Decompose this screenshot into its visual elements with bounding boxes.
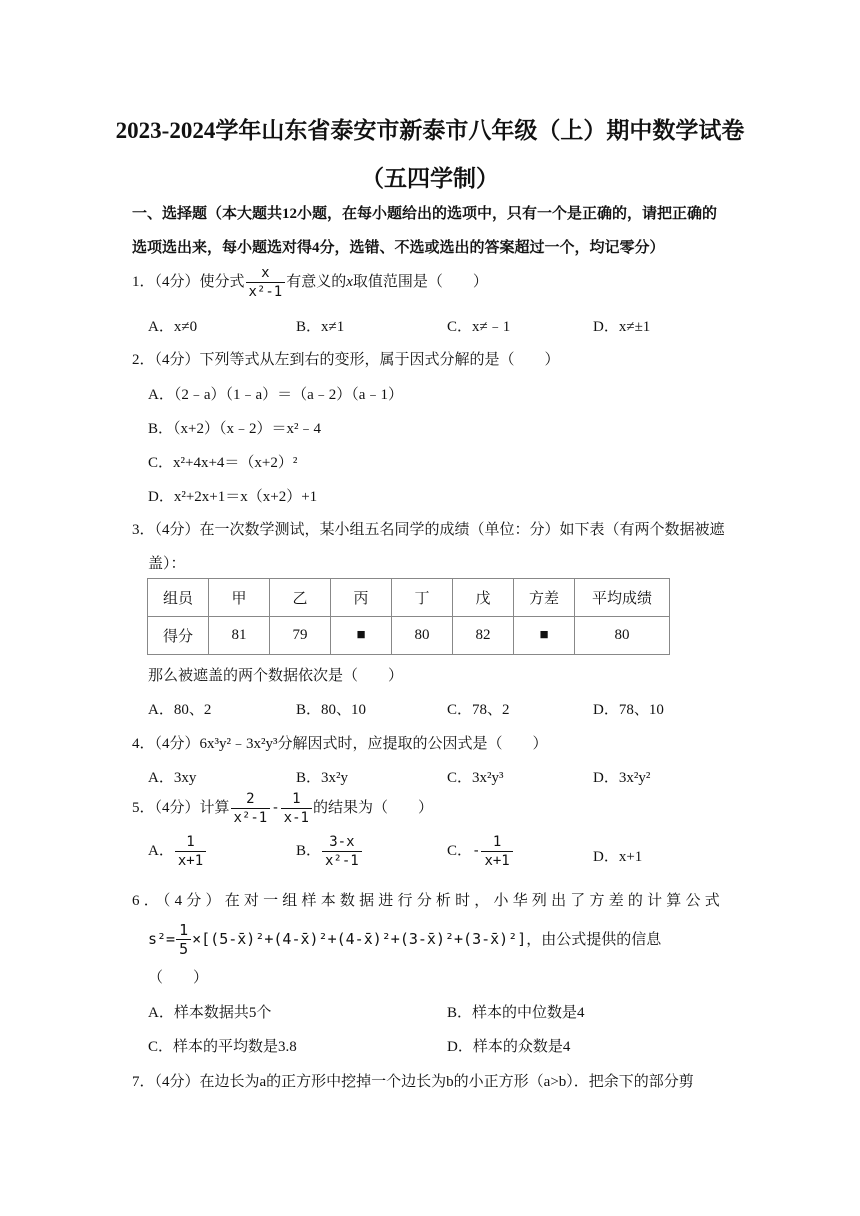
q1-option-c: C．x≠﹣1: [447, 319, 511, 335]
q5-option-a-den: x+1: [175, 851, 206, 870]
q6-option-a: A．样本数据共5个: [148, 1005, 272, 1021]
q5-option-c: [447, 833, 514, 870]
q1-tail: 取值范围是（ ）: [352, 273, 488, 290]
q1-frac-num: x: [261, 265, 270, 281]
table-cell: ■: [331, 617, 392, 655]
q1-frac-den: x²-1: [246, 282, 286, 301]
question-6-stem-line3: （ ）: [148, 970, 209, 986]
page-title: 2023-2024学年山东省泰安市新泰市八年级（上）期中数学试卷: [115, 118, 745, 143]
q5-minus: -: [271, 799, 280, 816]
table-cell: 81: [209, 617, 270, 655]
table-cell: 79: [270, 617, 331, 655]
table-cell: 82: [453, 617, 514, 655]
question-4-stem: 4．（4分）6x³y²﹣3x²y³分解因式时，应提取的公因式是（ ）: [132, 736, 548, 752]
q2-option-b: B．（x+2）（x﹣2）＝x²﹣4: [148, 421, 321, 437]
question-3-stem-line2: 盖）：: [148, 556, 186, 572]
table-cell: ■: [514, 617, 575, 655]
formula-body: ×[(5-x̄)²+(4-x̄)²+(4-x̄)²+(3-x̄)²+(3-x̄)²]: [192, 930, 527, 948]
q4-option-b: B．3x²y: [296, 770, 349, 786]
q6-option-c: C．样本的平均数是3.8: [148, 1039, 297, 1055]
table-cell: 戊: [453, 579, 514, 617]
table-cell: 80: [392, 617, 453, 655]
table-row: [148, 617, 670, 655]
q1-fraction: [246, 264, 286, 301]
q5-option-b-den: x²-1: [322, 851, 362, 870]
q4-option-c: C．3x²y³: [447, 770, 504, 786]
question-5-stem: [132, 790, 433, 827]
question-3-after: 那么被遮盖的两个数据依次是（ ）: [148, 668, 404, 684]
q3-option-a: A．80、2: [148, 702, 212, 718]
table-cell: 平均成绩: [575, 579, 670, 617]
q5-option-c-num: 1: [492, 834, 502, 850]
question-1-stem: [132, 264, 488, 301]
formula-coefficient: [176, 921, 191, 958]
q2-option-d: D．x²+2x+1＝x（x+2）+1: [148, 489, 318, 505]
q6-option-b: B．样本的中位数是4: [447, 1005, 585, 1021]
q1-prefix: 1．（4分）使分式: [132, 273, 245, 290]
question-7-stem: 7．（4分）在边长为a的正方形中挖掉一个边长为b的小正方形（a>b）．把余下的部分剪: [132, 1074, 694, 1090]
table-cell: 80: [575, 617, 670, 655]
q5-option-d: D．x+1: [593, 849, 643, 865]
q5-option-c-fraction: [481, 833, 512, 870]
table-cell: 乙: [270, 579, 331, 617]
q2-option-a: A．（2﹣a）（1﹣a）＝（a﹣2）（a﹣1）: [148, 387, 403, 403]
table-cell: 丁: [392, 579, 453, 617]
table-cell: 方差: [514, 579, 575, 617]
page-subtitle: （五四学制）: [361, 166, 499, 191]
q5-option-c-den: x+1: [481, 851, 512, 870]
q1-option-a: A．x≠0: [148, 319, 198, 335]
table-cell: 得分: [148, 617, 209, 655]
section-heading-line2: 选项选出来，每小题选对得4分，选错、不选或选出的答案超过一个，均记零分）: [132, 240, 665, 256]
q5-option-b: [296, 833, 363, 870]
q1-suffix: 有意义的: [286, 273, 347, 290]
table-header-row: [148, 579, 670, 617]
q5-f1-num: 2: [246, 791, 255, 807]
formula-coef-den: 5: [176, 939, 191, 958]
q3-option-c: C．78、2: [447, 702, 510, 718]
q2-option-c: C．x²+4x+4＝（x+2）²: [148, 455, 298, 471]
q5-option-a-label: A．: [148, 842, 174, 859]
q5-option-b-fraction: [322, 833, 362, 870]
q5-prefix: 5．（4分）计算: [132, 799, 230, 816]
q5-f2-num: 1: [292, 791, 301, 807]
q5-f2-den: x-1: [281, 808, 312, 827]
table-cell: 丙: [331, 579, 392, 617]
formula-tail: ，由公式提供的信息: [526, 932, 662, 948]
q3-option-d: D．78、10: [593, 702, 664, 718]
formula-coef-num: 1: [179, 921, 189, 939]
q4-option-a: A．3xy: [148, 770, 197, 786]
formula-lhs: s²=: [148, 930, 176, 948]
q5-suffix: 的结果为（ ）: [312, 799, 433, 816]
question-3-stem-line1: 3．（4分）在一次数学测试，某小组五名同学的成绩（单位：分）如下表（有两个数据被遮: [132, 522, 725, 538]
q4-option-d: D．3x²y²: [593, 770, 651, 786]
q1-var: x: [346, 273, 353, 290]
q5-fraction-1: [231, 790, 271, 827]
question-6-stem-line1: 6．（4分）在对一组样本数据进行分析时，小华列出了方差的计算公式: [132, 893, 724, 909]
section-heading-line1: 一、选择题（本大题共12小题，在每小题给出的选项中，只有一个是正确的，请把正确的: [132, 206, 718, 222]
q5-f1-den: x²-1: [231, 808, 271, 827]
q5-fraction-2: [281, 790, 312, 827]
q5-option-b-label: B．: [296, 842, 322, 859]
q1-option-b: B．x≠1: [296, 319, 345, 335]
question-2-stem: 2．（4分）下列等式从左到右的变形，属于因式分解的是（ ）: [132, 352, 560, 368]
score-table: [147, 578, 670, 655]
q5-option-c-sign: -: [472, 842, 481, 859]
q5-option-c-label: C．: [447, 842, 473, 859]
q5-option-b-num: 3-x: [329, 834, 355, 850]
q1-option-d: D．x≠±1: [593, 319, 651, 335]
q6-option-d: D．样本的众数是4: [447, 1039, 571, 1055]
q5-option-a: [148, 833, 207, 870]
table-cell: 甲: [209, 579, 270, 617]
variance-formula: [148, 921, 661, 958]
table-cell: 组员: [148, 579, 209, 617]
q5-option-a-num: 1: [186, 834, 195, 850]
q3-option-b: B．80、10: [296, 702, 367, 718]
q5-option-a-fraction: [175, 833, 206, 870]
